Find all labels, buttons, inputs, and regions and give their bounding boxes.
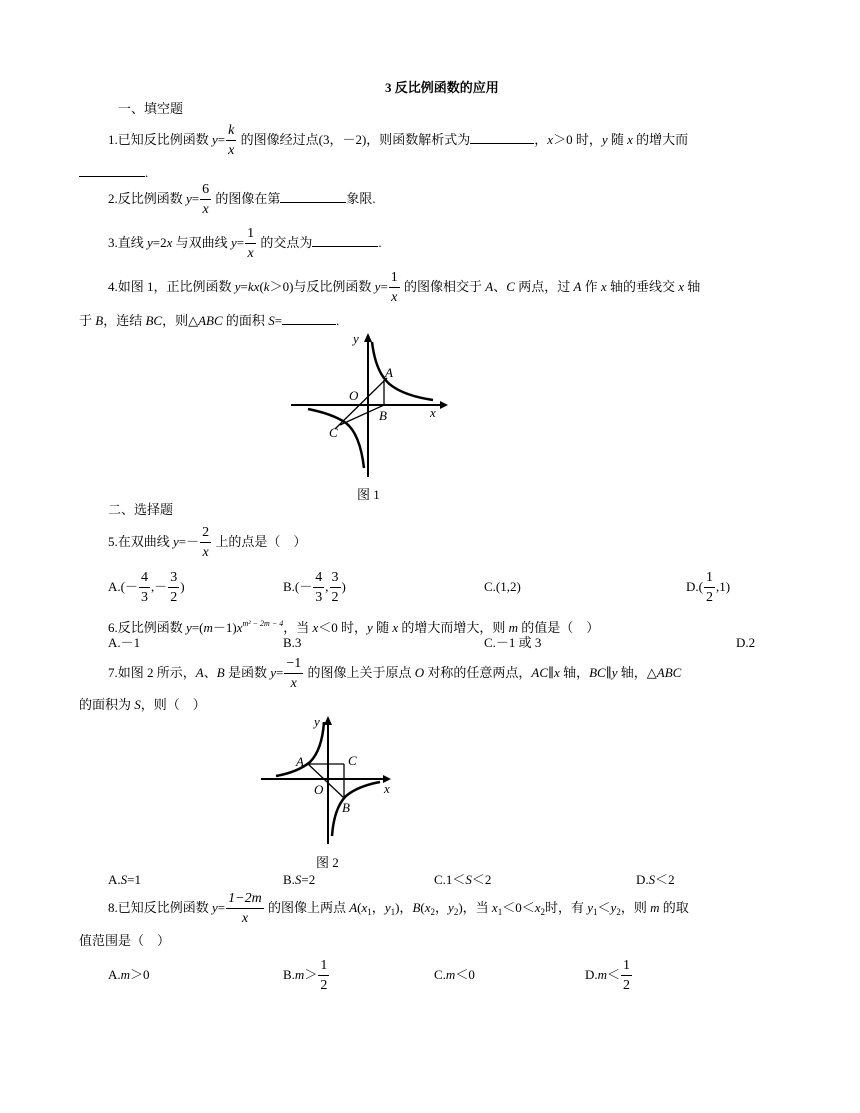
label-A: A	[296, 754, 304, 769]
question-8-cont: 值范围是（ ）	[79, 933, 171, 948]
question-6-option-d[interactable]: D.2	[736, 635, 756, 650]
label-B: B	[342, 800, 350, 815]
fraction-1-over-x: $\frac{1}{x}$	[390, 270, 398, 306]
page-title: 3 反比例函数的应用	[385, 80, 499, 95]
question-1-cont: .	[79, 164, 148, 181]
question-8-option-d[interactable]: D.m＜ $\frac{1}{2}$	[585, 958, 631, 994]
hyperbola-branch-q1	[372, 342, 433, 400]
question-8: 8.已知反比例函数 y= $\frac{1-2m}{x}$ 的图像上两点 $A(x_1$，$y_1$)，$B(x_2$，$y_2$)，当 $x_1<0<x_2$时，有 $y_1<y_2$，则 m 的取	[108, 891, 689, 927]
question-5-option-d[interactable]: D.( $\frac{1}{2}$ ,1)	[686, 570, 731, 606]
question-4-cont: 于 B，连结 BC，则△ABC 的面积 S= .	[79, 313, 340, 328]
label-C: C	[348, 753, 357, 768]
fraction-1-over-x: $\frac{1}{x}$	[247, 226, 255, 262]
question-6-option-a[interactable]: A.－1	[108, 635, 141, 650]
y-axis-arrow	[324, 716, 332, 725]
answer-blank[interactable]	[280, 190, 346, 203]
question-7-option-a[interactable]: A.S=1	[108, 872, 141, 887]
label-y: y	[314, 714, 320, 729]
question-2: 2.反比例函数 y= $\frac{6}{x}$ 的图像在第 象限.	[108, 182, 376, 218]
fraction-minus1-over-x: $\frac{-1}{x}$	[286, 656, 302, 692]
question-6-option-b[interactable]: B.3	[283, 635, 302, 650]
question-7-cont: 的面积为 S，则（ ）	[79, 697, 206, 712]
answer-blank[interactable]	[282, 312, 336, 325]
figure-2-graph	[258, 712, 398, 852]
label-x: x	[384, 781, 390, 796]
fraction-6-over-x: $\frac{6}{x}$	[202, 182, 210, 218]
question-8-option-b[interactable]: B.m＞ $\frac{1}{2}$	[283, 958, 328, 994]
question-5: 5.在双曲线 y=－ $\frac{2}{x}$ 上的点是（ ）	[108, 525, 307, 561]
question-4: 4.如图 1，正比例函数 y=kx(k＞0)与反比例函数 y= $\frac{1}{x}$ 的图像相交于 A、C 两点，过 A 作 x 轴的垂线交 x 轴	[108, 270, 701, 306]
label-C: C	[329, 425, 338, 440]
label-O: O	[314, 782, 324, 797]
question-8-option-a[interactable]: A.m＞0	[108, 967, 150, 982]
answer-blank[interactable]	[470, 131, 534, 144]
label-x: x	[430, 405, 436, 420]
question-6: 6.反比例函数 $y=(m-1)x^{m^2 - 2m - 4}$，当 x＜0 时，y 随 x 的增大而增大，则 m 的值是（ ）	[108, 619, 600, 635]
section-heading-multiple-choice: 二、选择题	[108, 502, 174, 517]
fraction-k-over-x: $\frac{k}{x}$	[228, 123, 235, 159]
figure-1-caption: 图 1	[357, 487, 380, 502]
figure-1-graph	[288, 330, 458, 480]
section-heading-fill-blank: 一、填空题	[118, 101, 184, 116]
x-axis-arrow	[440, 401, 448, 409]
hyperbola-branch-q4	[332, 782, 380, 836]
label-O: O	[349, 388, 359, 403]
answer-blank[interactable]	[79, 164, 145, 177]
question-5-option-a[interactable]: A.(－ $\frac{4}{3}$ ,－ $\frac{3}{2}$ )	[108, 570, 185, 606]
question-5-option-c[interactable]: C.(1,2)	[484, 579, 521, 594]
question-3: 3.直线 y=2x 与双曲线 y= $\frac{1}{x}$ 的交点为 .	[108, 226, 382, 262]
fraction-2-over-x: $\frac{2}{x}$	[202, 525, 210, 561]
fraction-1-minus-2m-over-x: $\frac{1-2m}{x}$	[228, 891, 262, 927]
y-axis-arrow	[364, 333, 372, 342]
question-7-option-c[interactable]: C.1＜S＜2	[434, 872, 492, 887]
answer-blank[interactable]	[312, 234, 378, 247]
label-B: B	[379, 408, 387, 423]
question-7-option-d[interactable]: D.S＜2	[636, 872, 675, 887]
exponent: m² − 2m − 4	[242, 619, 284, 628]
label-y: y	[353, 331, 359, 346]
question-1: 1.已知反比例函数 y= $\frac{k}{x}$ 的图像经过点(3，－2)，则函数解析式为 ，x＞0 时，y 随 x 的增大而	[108, 123, 689, 159]
label-A: A	[385, 365, 393, 380]
question-5-option-b[interactable]: B.(－ $\frac{4}{3}$ , $\frac{3}{2}$ )	[283, 570, 346, 606]
figure-2-caption: 图 2	[316, 855, 339, 870]
question-7-option-b[interactable]: B.S=2	[283, 872, 316, 887]
question-7: 7.如图 2 所示，A、B 是函数 y= $\frac{-1}{x}$ 的图像上关于原点 O 对称的任意两点，AC∥x 轴，BC∥y 轴，△ABC	[108, 656, 682, 692]
segment-BC	[340, 405, 384, 425]
question-6-option-c[interactable]: C.－1 或 3	[484, 635, 542, 650]
question-8-option-c[interactable]: C.m＜0	[434, 967, 475, 982]
